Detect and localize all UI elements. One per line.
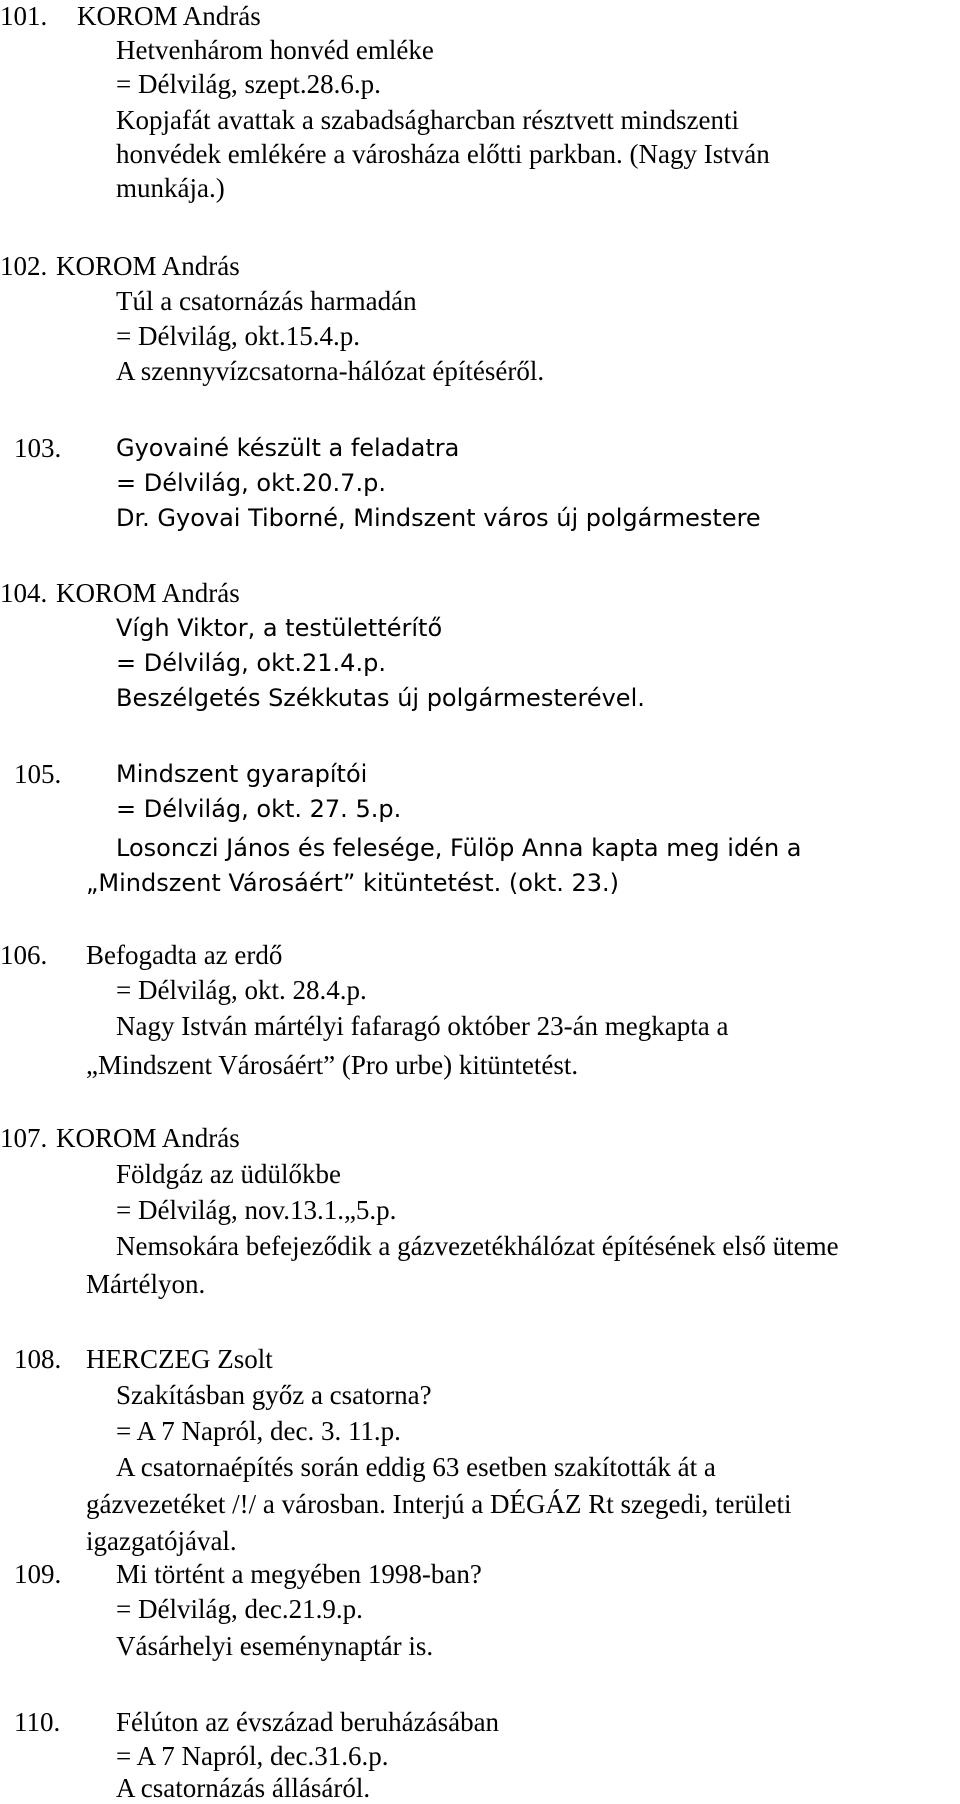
entry-number: 110.: [14, 1707, 61, 1737]
entry-title: Földgáz az üdülőkbe: [116, 1159, 341, 1189]
entry-number: 105.: [14, 759, 62, 789]
entry-note: igazgatójával.: [86, 1526, 237, 1556]
entry-note: Mártélyon.: [86, 1269, 206, 1299]
entry-note: „Mindszent Városáért” kitüntetést. (okt. 23.): [86, 869, 620, 897]
entry-note: A szennyvízcsatorna-hálózat építéséről.: [116, 356, 545, 386]
entry-number: 109.: [14, 1559, 62, 1589]
entry-source: = Délvilág, okt.20.7.p.: [116, 469, 386, 497]
entry-number: 108.: [14, 1344, 62, 1374]
entry-note: gázvezetéket /!/ a városban. Interjú a DÉGÁZ Rt szegedi, területi: [86, 1489, 792, 1519]
entry-note: A csatornaépítés során eddig 63 esetben szakították át a: [116, 1452, 716, 1482]
entry-number: 101.: [0, 1, 48, 31]
entry-note: A csatornázás állásáról.: [116, 1773, 371, 1803]
entry-author: KOROM András: [56, 251, 240, 281]
entry-title: Hetvenhárom honvéd emléke: [116, 35, 434, 65]
entry-note: munkája.): [116, 173, 225, 203]
entry-title: Gyovainé készült a feladatra: [116, 434, 460, 462]
entry-title: Félúton az évszázad beruházásában: [116, 1707, 500, 1737]
entry-note: Vásárhelyi eseménynaptár is.: [116, 1631, 434, 1661]
entry-note: Beszélgetés Székkutas új polgármesterével.: [116, 684, 645, 712]
entry-note: Nagy István mártélyi fafaragó október 23-án megkapta a: [116, 1011, 729, 1041]
entry-title: Szakításban győz a csatorna?: [116, 1380, 432, 1410]
entry-note: honvédek emlékére a városháza előtti parkban. (Nagy István: [116, 139, 770, 169]
entry-title: Mindszent gyarapítói: [116, 760, 368, 788]
entry-source: = Délvilág, okt.21.4.p.: [116, 649, 386, 677]
entry-note: Dr. Gyovai Tiborné, Mindszent város új polgármestere: [116, 504, 761, 532]
entry-author: KOROM András: [56, 578, 240, 608]
entry-author: KOROM András: [77, 1, 261, 31]
entry-source: = Délvilág, okt.15.4.p.: [116, 321, 360, 351]
entry-number: 106.: [0, 940, 48, 970]
entry-title: Túl a csatornázás harmadán: [116, 286, 417, 316]
entry-note: Nemsokára befejeződik a gázvezetékhálózat építésének első üteme: [116, 1231, 839, 1261]
entry-author: HERCZEG Zsolt: [86, 1344, 273, 1374]
entry-note: „Mindszent Városáért” (Pro urbe) kitüntetést.: [86, 1050, 579, 1080]
entry-note: Losonczi János és felesége, Fülöp Anna kapta meg idén a: [116, 834, 802, 862]
entry-source: = Délvilág, dec.21.9.p.: [116, 1594, 363, 1624]
entry-title: Mi történt a megyében 1998-ban?: [116, 1559, 482, 1589]
entry-note: Kopjafát avattak a szabadságharcban résztvett mindszenti: [116, 105, 739, 135]
entry-number: 104.: [0, 578, 48, 608]
entry-number: 103.: [14, 433, 62, 463]
entry-title: Befogadta az erdő: [86, 940, 283, 970]
entry-number: 107.: [0, 1123, 48, 1153]
entry-source: = Délvilág, okt. 27. 5.p.: [116, 795, 402, 823]
entry-author: KOROM András: [56, 1123, 240, 1153]
entry-number: 102.: [0, 251, 48, 281]
entry-source: = A 7 Napról, dec.31.6.p.: [116, 1741, 389, 1771]
entry-source: = Délvilág, nov.13.1.„5.p.: [116, 1195, 397, 1225]
entry-source: = Délvilág, szept.28.6.p.: [116, 69, 381, 99]
entry-source: = Délvilág, okt. 28.4.p.: [116, 975, 367, 1005]
entry-source: = A 7 Napról, dec. 3. 11.p.: [116, 1416, 401, 1446]
entry-title: Vígh Viktor, a testülettérítő: [116, 614, 443, 642]
